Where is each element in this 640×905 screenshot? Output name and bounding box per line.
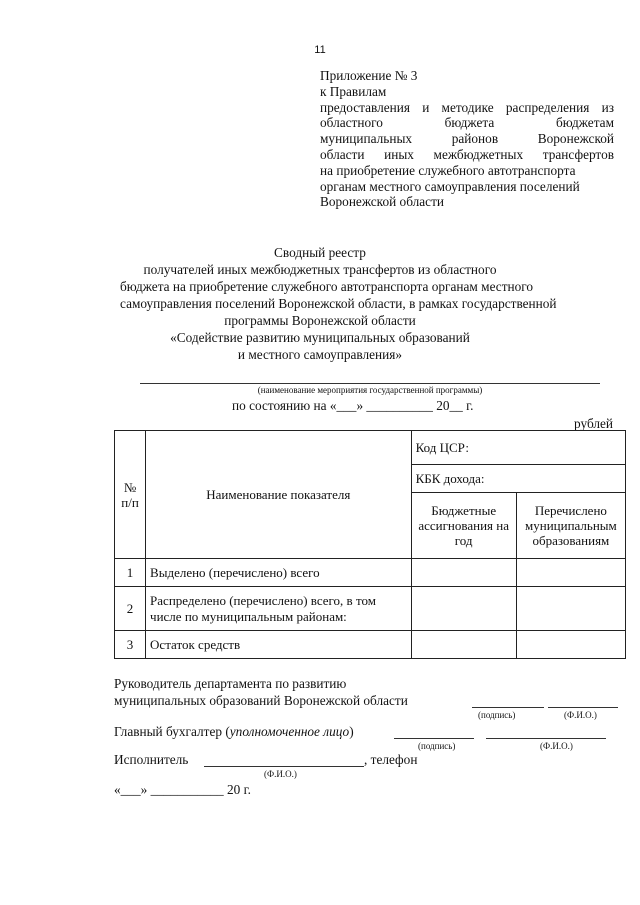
row-budget-cell[interactable] (411, 559, 516, 587)
table-row (115, 559, 626, 587)
table-row (115, 587, 626, 631)
title-line: «Содействие развитию муниципальных образований (170, 330, 470, 345)
signature-caption: (подпись) (478, 710, 516, 720)
phone-label: , телефон (364, 752, 418, 767)
signature-date: «___» ___________ 20 г. (114, 782, 251, 797)
row-transferred-cell[interactable] (516, 631, 625, 659)
row-number: 3 (115, 631, 146, 659)
signature-caption: (подпись) (418, 741, 456, 751)
col-number-header: № п/п (115, 431, 146, 559)
accountant-prefix: Главный бухгалтер ( (114, 724, 230, 739)
head-signature-line[interactable] (472, 707, 544, 708)
kbk-label: КБК дохода: (411, 465, 625, 493)
row-budget-cell[interactable] (411, 587, 516, 631)
appendix-header (320, 68, 614, 210)
appendix-line: Воронежской области (320, 194, 445, 210)
head-title-line1: Руководитель департамента по развитию (114, 676, 347, 691)
appendix-line: Приложение № 3 (320, 68, 418, 83)
col-name-header: Наименование показателя (146, 431, 412, 559)
appendix-line: областного бюджета бюджетам (320, 115, 614, 131)
row-name: Остаток средств (146, 631, 412, 659)
appendix-line: на приобретение служебного автотранспорта (320, 162, 576, 178)
page-number: 11 (314, 44, 326, 56)
col-transferred-header: Перечислено муниципальным образованиям (516, 493, 625, 559)
event-name-line (140, 383, 600, 384)
title-line: самоуправления поселений Воронежской области, в рамках государственной (120, 296, 557, 311)
fio-caption: (Ф.И.О.) (564, 710, 597, 720)
title-line: бюджета на приобретение служебного автотранспорта органам местного (120, 279, 534, 294)
col-budget-header: Бюджетные ассигнования на год (411, 493, 516, 559)
appendix-line: предоставления и методике распределения из (320, 99, 614, 115)
accountant-authorized: уполномоченное лицо (229, 724, 350, 739)
fio-caption: (Ф.И.О.) (264, 769, 297, 779)
document-title (120, 244, 557, 363)
title-line: программы Воронежской области (224, 313, 416, 328)
row-number: 1 (115, 559, 146, 587)
row-name: Выделено (перечислено) всего (146, 559, 412, 587)
fio-caption: (Ф.И.О.) (540, 741, 573, 751)
currency-label: рублей (574, 416, 614, 431)
appendix-line: органам местного самоуправления поселений (320, 178, 580, 194)
title-line: и местного самоуправления» (237, 347, 403, 362)
appendix-line: к Правилам (320, 83, 387, 99)
accountant-label (114, 724, 354, 740)
accountant-fio-line[interactable] (486, 738, 606, 739)
executor-name-line[interactable] (204, 766, 364, 767)
appendix-line: муниципальных районов Воронежской (320, 131, 614, 147)
registry-table (114, 430, 626, 659)
row-number: 2 (115, 587, 146, 631)
appendix-line: области иных межбюджетных трансфертов (320, 146, 614, 162)
title-line: Сводный реестр (274, 245, 366, 260)
row-name: Распределено (перечислено) всего, в том числе по муниципальным районам: (146, 587, 412, 631)
row-budget-cell[interactable] (411, 631, 516, 659)
accountant-signature-line[interactable] (394, 738, 474, 739)
row-transferred-cell[interactable] (516, 559, 625, 587)
event-caption: (наименование мероприятия государственной программы) (257, 385, 483, 395)
head-title-line2: муниципальных образований Воронежской области (114, 693, 408, 708)
kod-csr-label: Код ЦСР: (411, 431, 625, 465)
as-of-date: по состоянию на «___» __________ 20__ г. (232, 398, 474, 413)
title-line: получателей иных межбюджетных трансфертов из областного (143, 262, 497, 277)
executor-label: Исполнитель (114, 752, 189, 767)
head-fio-line[interactable] (548, 707, 618, 708)
table-row (115, 631, 626, 659)
accountant-suffix: ) (349, 724, 354, 739)
row-transferred-cell[interactable] (516, 587, 625, 631)
